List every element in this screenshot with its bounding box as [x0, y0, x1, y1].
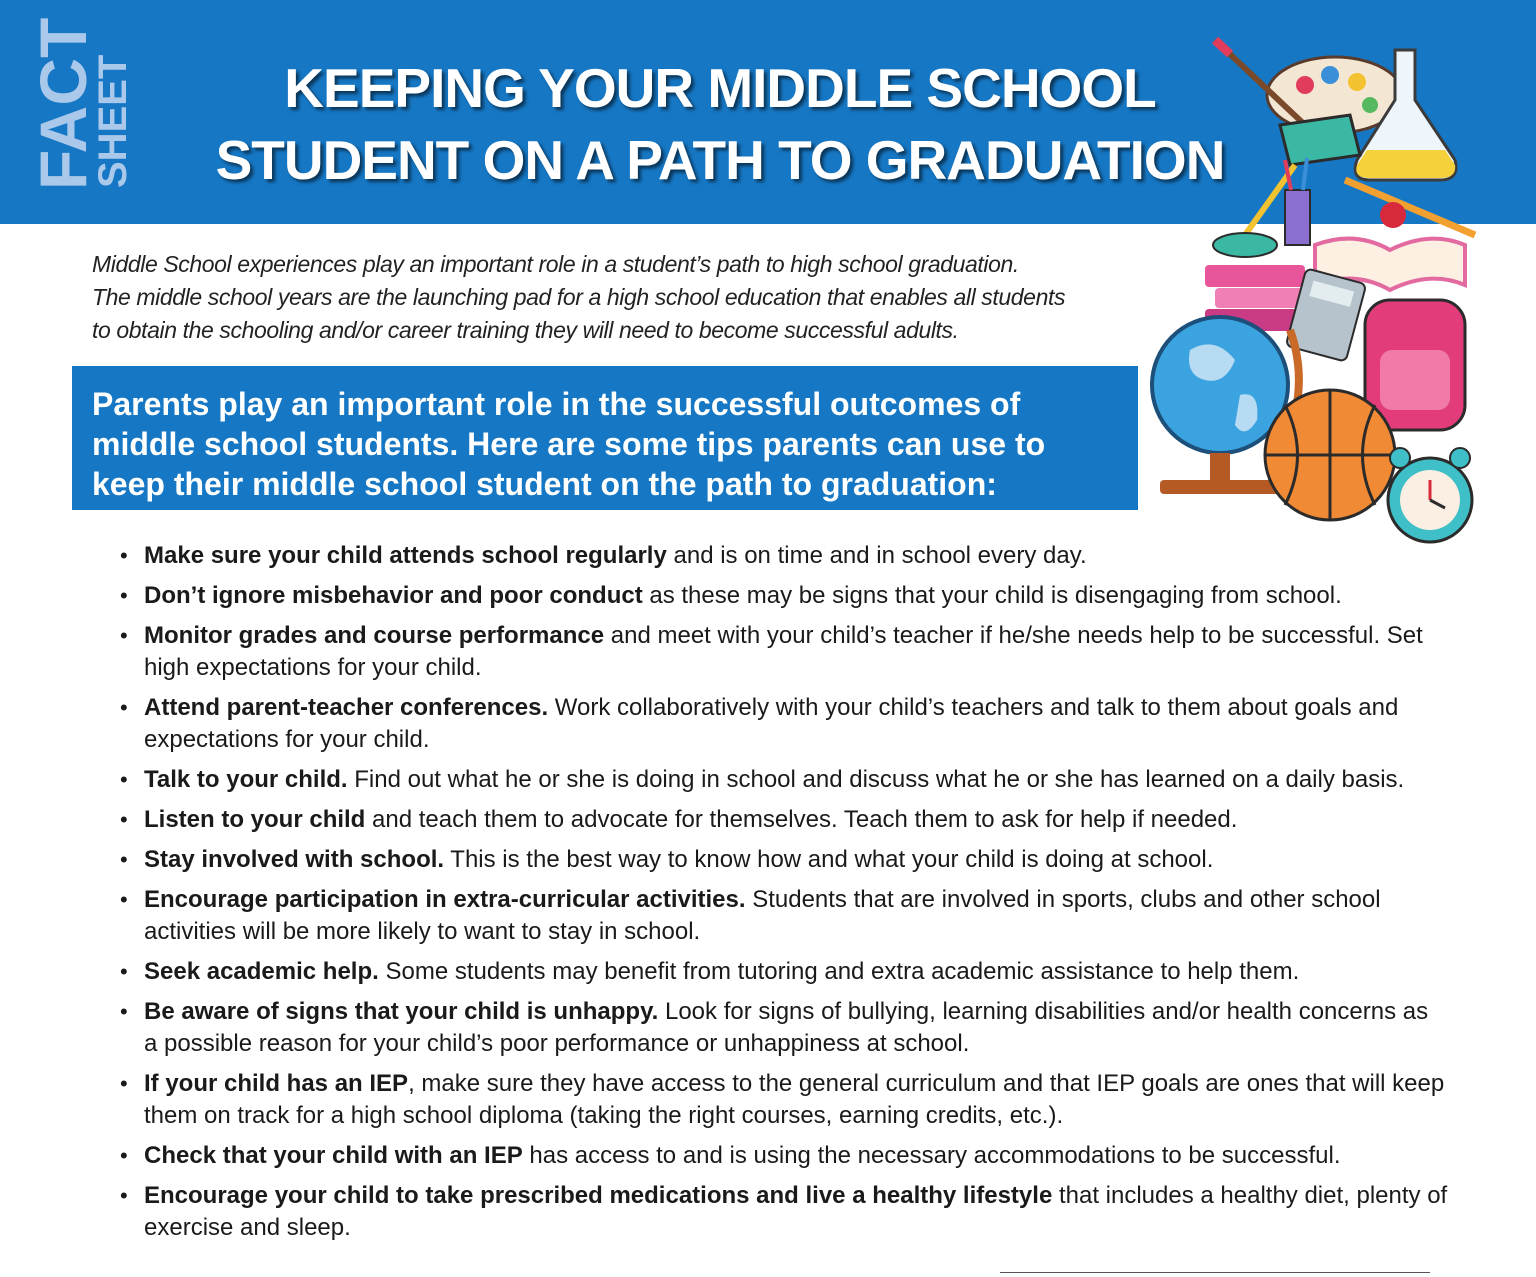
callout-text — [72, 366, 1138, 504]
tip-item — [118, 884, 1448, 948]
tip-text: This is the best way to know how and what your child is doing at school. — [444, 846, 1214, 873]
tip-item — [118, 1068, 1448, 1132]
tip-bold-text: Talk to your child. — [144, 766, 348, 793]
sheet-tag-text: SHEET — [91, 54, 135, 188]
tip-bold-text: Check that your child with an IEP — [144, 1142, 523, 1169]
bullet-icon: • — [120, 543, 128, 568]
tip-bold-text: If your child has an IEP — [144, 1070, 409, 1097]
intro-line-2: The middle school years are the launching pad for a high school education that enables all students — [92, 284, 1066, 310]
school-supplies-illustration — [1145, 30, 1485, 550]
tip-bold-text: Monitor grades and course performance — [144, 622, 605, 649]
tip-bold-text: Encourage your child to take prescribed medications and live a healthy lifestyle — [144, 1182, 1053, 1209]
tip-item — [118, 844, 1448, 876]
tip-item — [118, 620, 1448, 684]
fact-sheet-tag-graphic — [8, 17, 135, 190]
title-line-1: KEEPING YOUR MIDDLE SCHOOL — [284, 57, 1156, 119]
tips-list — [118, 540, 1448, 1252]
bullet-icon: • — [120, 1143, 128, 1168]
school-supplies-icon — [1145, 30, 1485, 550]
tip-text: Look for signs of bullying, learning disabilities and/or health concerns as a possible reason for your child’s poor performance or unhappiness at school. — [144, 998, 1429, 1057]
callout-line-2: middle school students. Here are some tips parents can use to — [92, 426, 1046, 462]
bullet-icon: • — [120, 1183, 128, 1208]
tip-text: , make sure they have access to the general curriculum and that IEP goals are ones that will keep them on track for a high school diploma (taking the right courses, earning credits, etc.). — [144, 1070, 1445, 1129]
tip-bold-text: Don’t ignore misbehavior and poor conduct — [144, 582, 643, 609]
fact-sheet-tag — [8, 17, 135, 190]
footer-divider — [1000, 1272, 1430, 1273]
tip-item — [118, 1140, 1448, 1172]
tip-item — [118, 540, 1448, 572]
bullet-icon: • — [120, 583, 128, 608]
callout-line-1: Parents play an important role in the successful outcomes of — [92, 386, 1021, 422]
tip-bold-text: Make sure your child attends school regularly — [144, 542, 667, 569]
tip-bold-text: Attend parent-teacher conferences. — [144, 694, 549, 721]
tip-text: that includes a healthy diet, plenty of exercise and sleep. — [144, 1182, 1448, 1241]
tip-item — [118, 804, 1448, 836]
tip-bold-text: Seek academic help. — [144, 958, 379, 985]
tip-text: Find out what he or she is doing in school and discuss what he or she has learned on a daily basis. — [347, 766, 1405, 793]
page-title — [180, 52, 1260, 196]
tip-item — [118, 692, 1448, 756]
bullet-icon: • — [120, 959, 128, 984]
title-line-2: STUDENT ON A PATH TO GRADUATION — [215, 129, 1225, 191]
fact-tag-text: FACT — [26, 17, 100, 190]
tip-text: Work collaboratively with your child’s teachers and talk to them about goals and expectations for your child. — [144, 694, 1399, 753]
tip-text: and meet with your child’s teacher if he/she needs help to be successful. Set high expectations for your child. — [144, 622, 1423, 681]
intro-line-3: to obtain the schooling and/or career training they will need to become successful adults. — [92, 317, 959, 343]
bullet-icon: • — [120, 1071, 128, 1096]
tip-bold-text: Listen to your child — [144, 806, 366, 833]
bullet-icon: • — [120, 807, 128, 832]
tip-text: as these may be signs that your child is disengaging from school. — [642, 582, 1342, 609]
bullet-icon: • — [120, 847, 128, 872]
tip-item — [118, 764, 1448, 796]
bullet-icon: • — [120, 767, 128, 792]
tip-bold-text: Encourage participation in extra-curricular activities. — [144, 886, 746, 913]
tip-text: Some students may benefit from tutoring and extra academic assistance to help them. — [378, 958, 1300, 985]
callout-line-3: keep their middle school student on the path to graduation: — [92, 466, 997, 502]
bullet-icon: • — [120, 887, 128, 912]
tip-bold-text: Stay involved with school. — [144, 846, 445, 873]
callout-box — [72, 366, 1138, 510]
tip-item — [118, 956, 1448, 988]
intro-line-1: Middle School experiences play an important role in a student’s path to high school graduation. — [92, 251, 1019, 277]
tip-text: Students that are involved in sports, clubs and other school activities will be more likely to want to stay in school. — [144, 886, 1381, 945]
bullet-icon: • — [120, 999, 128, 1024]
tip-text: and is on time and in school every day. — [666, 542, 1087, 569]
tip-item — [118, 1180, 1448, 1244]
bullet-icon: • — [120, 623, 128, 648]
tip-text: and teach them to advocate for themselves. Teach them to ask for help if needed. — [365, 806, 1238, 833]
tip-item — [118, 580, 1448, 612]
bullet-icon: • — [120, 695, 128, 720]
intro-paragraph — [92, 248, 1152, 347]
tip-bold-text: Be aware of signs that your child is unhappy. — [144, 998, 659, 1025]
tip-text: has access to and is using the necessary accommodations to be successful. — [522, 1142, 1341, 1169]
tip-item — [118, 996, 1448, 1060]
